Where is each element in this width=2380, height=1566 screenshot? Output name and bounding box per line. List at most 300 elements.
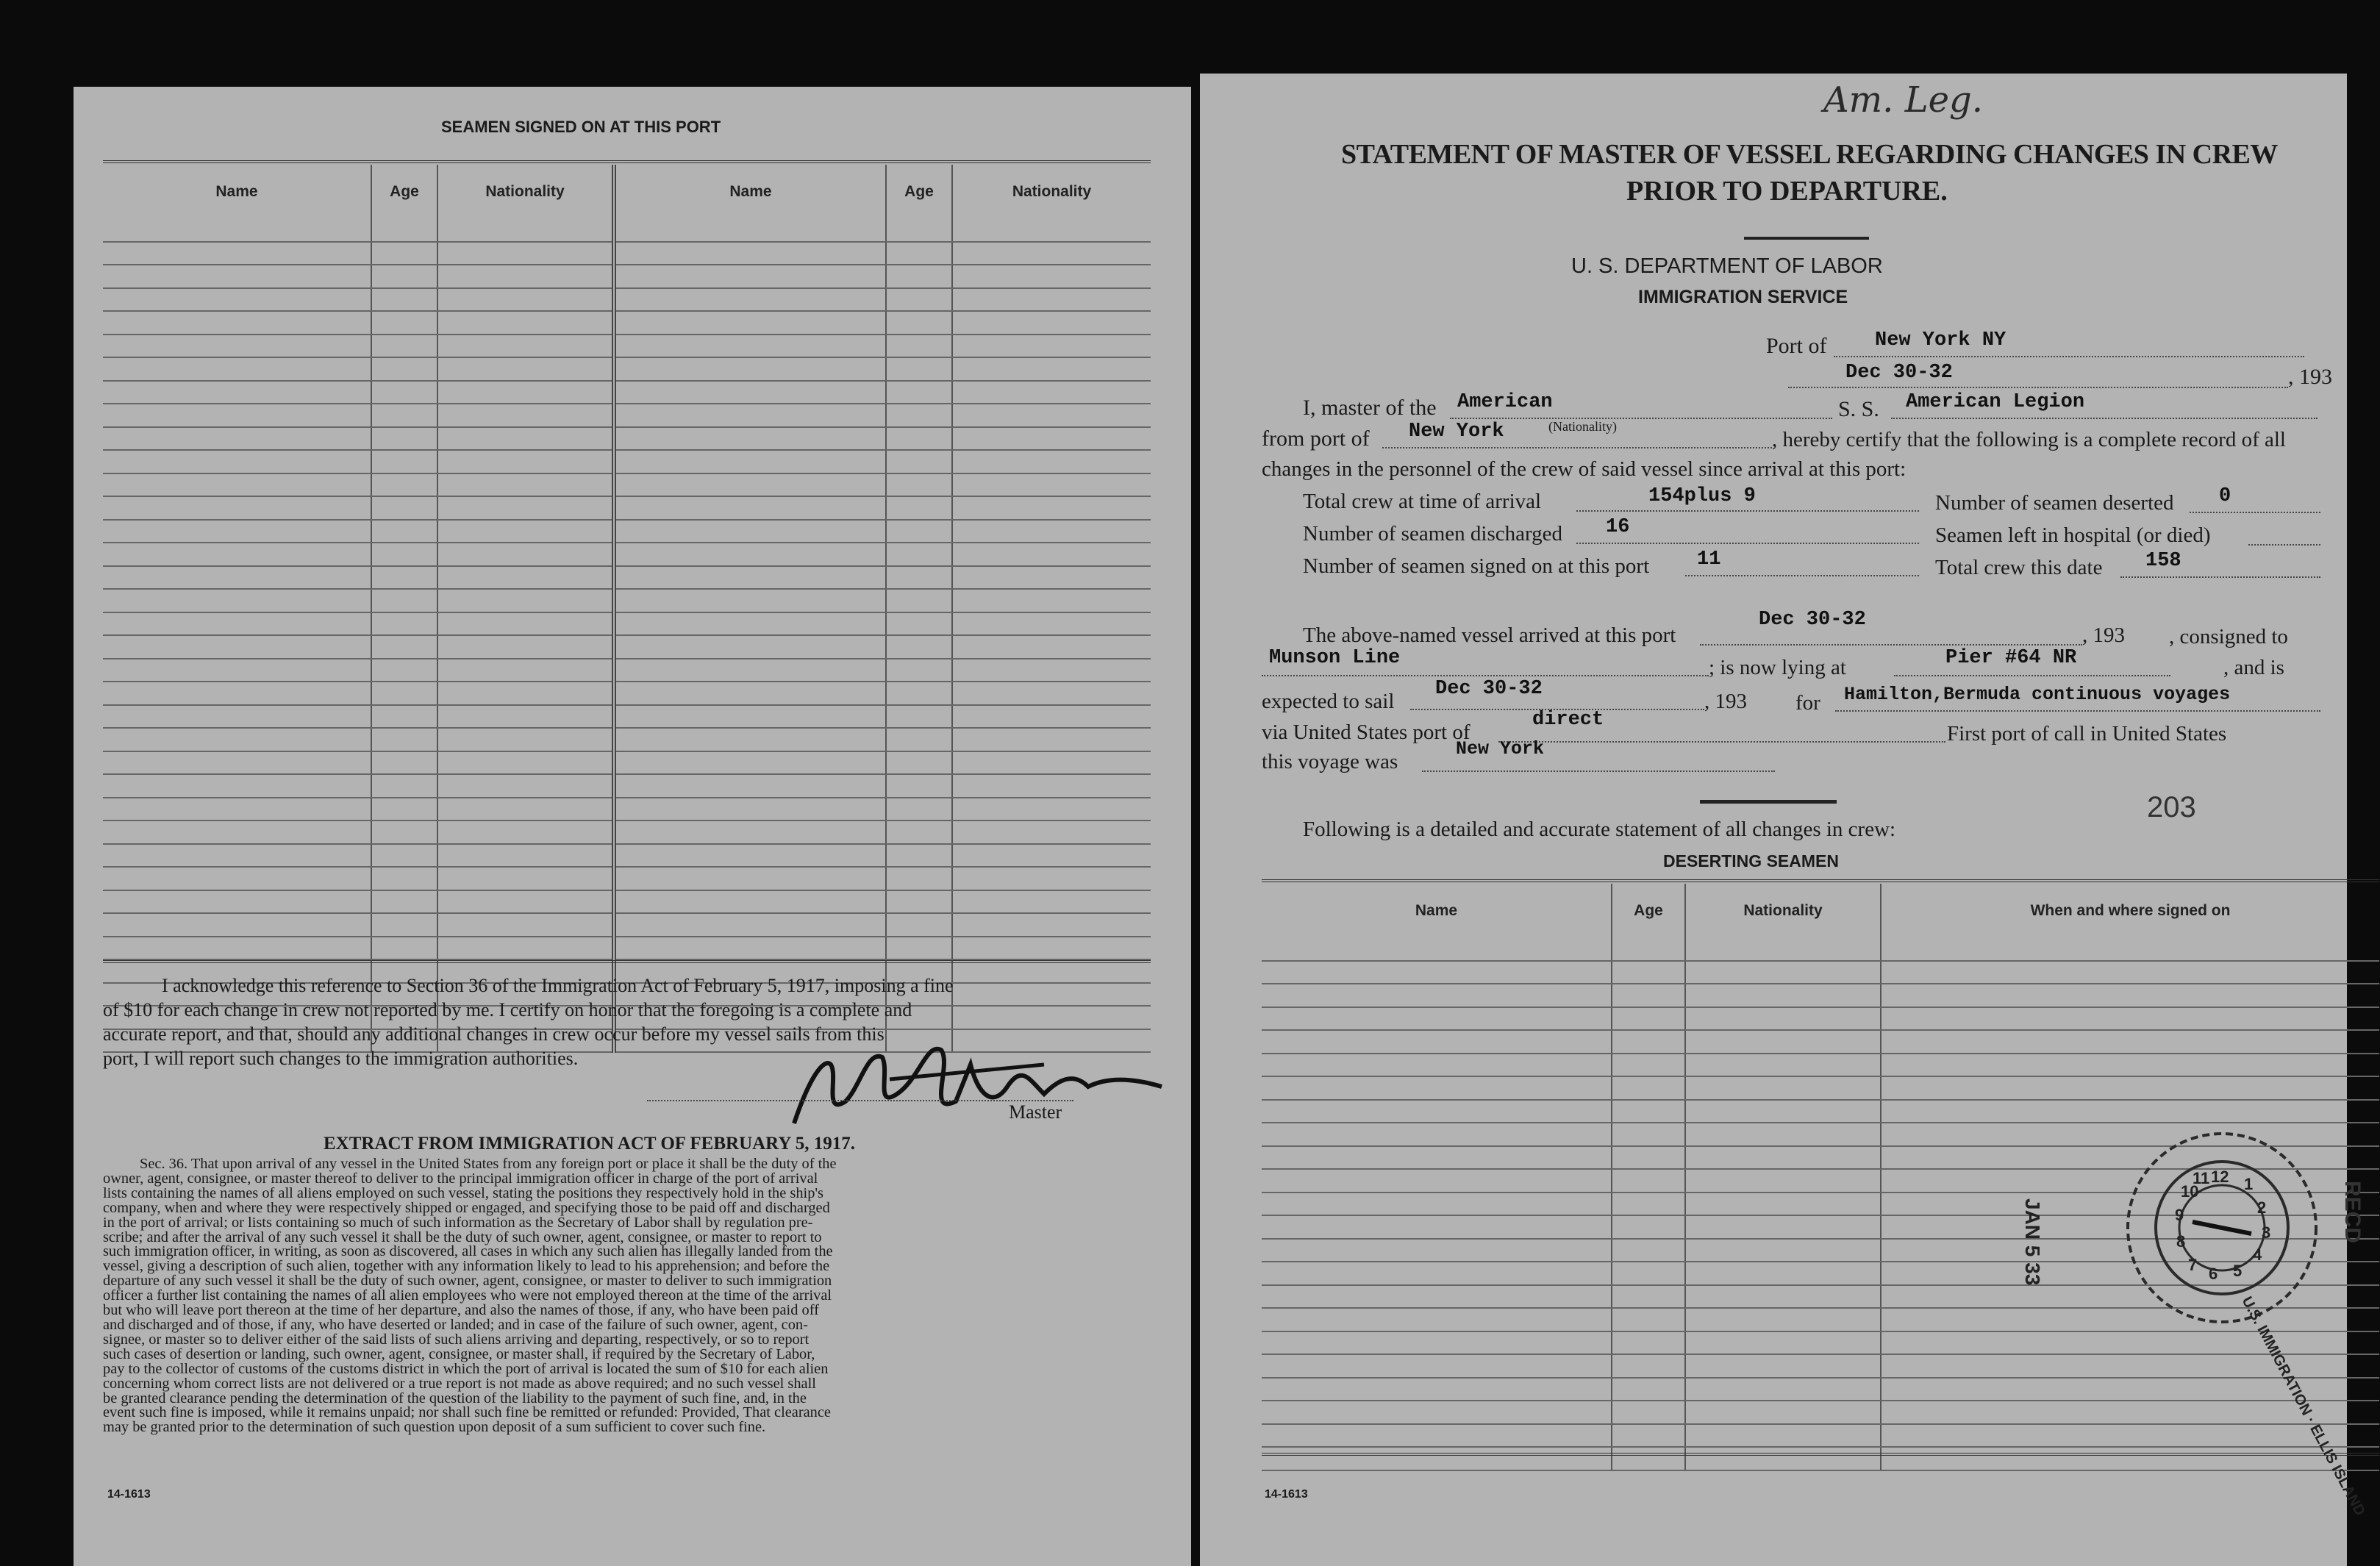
table-cell [1612, 1308, 1685, 1331]
table-cell [1612, 1123, 1685, 1146]
svg-text:11: 11 [2193, 1169, 2210, 1187]
table-cell [1685, 961, 1881, 984]
table-row [103, 404, 1151, 427]
table-cell [437, 566, 614, 590]
table-cell [437, 219, 614, 242]
extract-line: in the port of arrival; or lists containing so much of such information as the Secretary of Labor shall by regulation pre- [103, 1214, 813, 1231]
table-bottom-rule [103, 960, 1151, 963]
table-cell [103, 219, 371, 242]
consignee-value: Munson Line [1269, 647, 1401, 669]
table-cell [952, 728, 1151, 751]
deserting-bottom-rule [1262, 1453, 2379, 1456]
extract-line: signee, or master so to deliver either of the said lists of such aliens arriving and departing, respectively, or so to report [103, 1331, 810, 1348]
table-cell [437, 728, 614, 751]
table-cell [952, 890, 1151, 914]
statement-title-line1: STATEMENT OF MASTER OF VESSEL REGARDING CHANGES IN CREW [1341, 139, 2278, 170]
table-cell [952, 265, 1151, 288]
extract-line: lists containing the names of all aliens employed on such vessel, stating the positions they respectively hold in the ship's [103, 1184, 823, 1201]
extract-line: owner, agent, consignee, or master thereof to deliver to the principal immigration officer in charge of the port of arrival [103, 1170, 818, 1187]
table-cell [886, 219, 952, 242]
table-cell [1612, 1076, 1685, 1100]
table-cell [886, 427, 952, 451]
table-row [1262, 1054, 2379, 1077]
table-cell [952, 543, 1151, 566]
table-cell [371, 913, 437, 937]
table-cell [371, 751, 437, 775]
hospital-label: Seamen left in hospital (or died) [1935, 523, 2211, 547]
table-cell [1685, 1331, 1881, 1355]
seamen-signed-on-table [103, 165, 1151, 1053]
table-cell [1612, 1331, 1685, 1355]
table-cell [371, 890, 437, 914]
and-is-label: , and is [2223, 656, 2284, 679]
svg-text:7: 7 [2188, 1256, 2198, 1274]
column-header-when-where: When and where signed on [1881, 884, 2379, 938]
total-date-label: Total crew this date [1935, 556, 2103, 579]
table-row [1262, 1447, 2379, 1470]
table-cell [886, 682, 952, 705]
table-cell [952, 774, 1151, 798]
master-label: Master [1009, 1101, 1062, 1123]
table-row [1262, 1076, 2379, 1100]
table-cell [952, 311, 1151, 335]
table-cell [886, 357, 952, 381]
table-cell [103, 705, 371, 729]
following-text: Following is a detailed and accurate statement of all changes in crew: [1303, 818, 1896, 841]
table-cell [103, 820, 371, 844]
table-cell [952, 937, 1151, 960]
form-number: 14-1613 [107, 1488, 151, 1501]
table-row [1262, 938, 2379, 961]
table-cell [614, 774, 886, 798]
total-date-line [2120, 576, 2320, 578]
ack-line: of $10 for each change in crew not reported by me. I certify on honor that the foregoing is a complete and [103, 999, 912, 1020]
table-cell [1881, 938, 2379, 961]
table-row [103, 381, 1151, 404]
table-cell [371, 311, 437, 335]
extract-line: such cases of desertion or landing, such owner, agent, consignee, or master shall, if required by the Secretary of Labor, [103, 1345, 815, 1362]
table-cell [614, 820, 886, 844]
table-cell [952, 798, 1151, 821]
table-row [1262, 1354, 2379, 1378]
table-cell [614, 705, 886, 729]
table-cell [1685, 984, 1881, 1007]
table-cell [952, 381, 1151, 404]
table-cell [614, 335, 886, 358]
table-row [103, 937, 1151, 960]
table-cell [952, 589, 1151, 612]
department-name: U. S. DEPARTMENT OF LABOR [1571, 254, 1883, 278]
table-cell [952, 844, 1151, 868]
table-cell [103, 612, 371, 636]
table-cell [886, 635, 952, 659]
ack-line: port, I will report such changes to the immigration authorities. [103, 1048, 579, 1069]
table-cell [103, 335, 371, 358]
table-row [1262, 984, 2379, 1007]
table-cell [103, 867, 371, 890]
table-cell [886, 913, 952, 937]
table-cell [1612, 1215, 1685, 1239]
via-label: via United States port of [1262, 721, 1470, 744]
table-cell [1881, 1007, 2379, 1031]
via-line [1498, 741, 1945, 743]
table-cell [371, 496, 437, 520]
table-cell [371, 682, 437, 705]
svg-text:1: 1 [2244, 1175, 2254, 1193]
table-cell [371, 427, 437, 451]
page-number: 203 [2147, 791, 2196, 823]
table-cell [103, 751, 371, 775]
table-row [103, 242, 1151, 265]
total-crew-value: 154plus 9 [1648, 485, 1756, 507]
ss-label: S. S. [1838, 397, 1879, 421]
table-cell [103, 728, 371, 751]
table-cell [1685, 1262, 1881, 1285]
table-cell [952, 496, 1151, 520]
table-row [103, 867, 1151, 890]
right-page [1200, 74, 2368, 1566]
table-cell [614, 913, 886, 937]
table-cell [371, 335, 437, 358]
table-cell [952, 566, 1151, 590]
extract-line: be granted clearance pending the determination of the question of the liability to the payment of such fine, and, in the [103, 1390, 807, 1406]
table-cell [1262, 1123, 1612, 1146]
table-cell [371, 728, 437, 751]
from-port-label: from port of [1262, 426, 1370, 451]
arrived-year-label: , 193 [2082, 623, 2125, 647]
table-cell [103, 242, 371, 265]
column-header-nationality-2: Nationality [952, 165, 1151, 219]
table-row [103, 496, 1151, 520]
table-cell [103, 682, 371, 705]
table-cell [1262, 1378, 1612, 1401]
table-cell [1612, 1007, 1685, 1031]
ship-value: American Legion [1906, 391, 2085, 413]
table-cell [614, 728, 886, 751]
certify-text: , hereby certify that the following is a complete record of all [1772, 428, 2286, 451]
table-cell [1685, 1054, 1881, 1077]
table-cell [103, 566, 371, 590]
table-cell [1262, 1239, 1612, 1262]
table-cell [952, 705, 1151, 729]
table-cell [103, 265, 371, 288]
nationality-note: (Nationality) [1548, 419, 1617, 434]
table-cell [1612, 1100, 1685, 1123]
table-cell [371, 473, 437, 497]
table-row [103, 427, 1151, 451]
table-cell [1685, 1030, 1881, 1054]
table-cell [952, 219, 1151, 242]
table-cell [886, 311, 952, 335]
table-cell [952, 450, 1151, 473]
table-cell [952, 427, 1151, 451]
table-cell [1881, 984, 2379, 1007]
table-cell [103, 659, 371, 682]
table-row [103, 288, 1151, 312]
table-row [103, 798, 1151, 821]
table-cell [1685, 938, 1881, 961]
table-cell [1881, 1030, 2379, 1054]
table-cell [1612, 1447, 1685, 1470]
table-cell [1612, 1354, 1685, 1378]
table-cell [1612, 1169, 1685, 1193]
table-cell [103, 913, 371, 937]
consigned-label: , consigned to [2169, 625, 2288, 648]
svg-text:2: 2 [2257, 1198, 2267, 1217]
table-row [103, 728, 1151, 751]
table-row [103, 820, 1151, 844]
deserted-line [2190, 512, 2320, 513]
table-cell [103, 311, 371, 335]
table-cell [1881, 961, 2379, 984]
table-cell [1262, 1076, 1612, 1100]
table-cell [437, 774, 614, 798]
table-cell [1262, 1424, 1612, 1448]
statement-title-line2: PRIOR TO DEPARTURE. [1626, 176, 1948, 207]
table-cell [1612, 1285, 1685, 1309]
table-cell [614, 589, 886, 612]
table-cell [952, 635, 1151, 659]
extract-line: such immigration officer, in writing, as soon as discovered, all cases in which any such alien has illegally landed from the [103, 1243, 833, 1260]
table-cell [952, 913, 1151, 937]
table-cell [103, 381, 371, 404]
ack-line: I acknowledge this reference to Section 36 of the Immigration Act of February 5, 1917, imposing a fine [162, 975, 954, 996]
table-row [103, 589, 1151, 612]
table-cell [437, 705, 614, 729]
year-label: , 193 [2288, 365, 2332, 389]
table-row [103, 520, 1151, 543]
table-cell [103, 937, 371, 960]
table-cell [614, 311, 886, 335]
table-cell [1262, 1354, 1612, 1378]
table-cell [103, 496, 371, 520]
table-cell [103, 890, 371, 914]
table-row [103, 311, 1151, 335]
table-cell [1685, 1169, 1881, 1193]
extract-text [103, 1157, 1162, 1435]
consignee-line [1262, 675, 1709, 676]
from-port-line [1382, 447, 1772, 448]
table-cell [437, 357, 614, 381]
expected-value: Dec 30-32 [1435, 678, 1543, 700]
table-cell [952, 242, 1151, 265]
table-cell [371, 450, 437, 473]
extract-line: Sec. 36. That upon arrival of any vessel in the United States from any foreign port or place it shall be the duty of the [140, 1156, 837, 1172]
table-cell [614, 937, 886, 960]
expected-year-label: , 193 [1704, 690, 1747, 713]
column-header-name-2: Name [614, 165, 886, 219]
table-cell [437, 520, 614, 543]
date-value: Dec 30-32 [1845, 362, 1953, 384]
lying-value: Pier #64 NR [1945, 647, 2077, 669]
table-cell [1685, 1401, 1881, 1424]
table-cell [103, 404, 371, 427]
svg-text:8: 8 [2176, 1232, 2186, 1251]
table-cell [1685, 1076, 1881, 1100]
left-page [74, 87, 1191, 1566]
table-row [103, 705, 1151, 729]
table-cell [103, 589, 371, 612]
table-cell [1262, 1007, 1612, 1031]
table-cell [886, 496, 952, 520]
table-cell [1262, 1193, 1612, 1216]
table-cell [1685, 1378, 1881, 1401]
table-cell [1262, 1331, 1612, 1355]
port-label: Port of [1766, 334, 1827, 358]
table-cell [371, 381, 437, 404]
table-cell [371, 242, 437, 265]
deserted-label: Number of seamen deserted [1935, 491, 2174, 515]
table-cell [1612, 1239, 1685, 1262]
table-row [103, 450, 1151, 473]
table-row [103, 913, 1151, 937]
table-cell [952, 612, 1151, 636]
table-cell [1262, 1308, 1612, 1331]
table-cell [614, 682, 886, 705]
table-cell [1612, 1054, 1685, 1077]
table-cell [1881, 1076, 2379, 1100]
seamen-signed-on-title: SEAMEN SIGNED ON AT THIS PORT [441, 118, 721, 136]
table-cell [371, 844, 437, 868]
deserted-value: 0 [2219, 485, 2231, 507]
svg-text:12: 12 [2211, 1168, 2229, 1186]
extract-line: officer a further list containing the names of all alien employees who were not employed thereon at the time of the arrival [103, 1287, 832, 1304]
table-cell [437, 311, 614, 335]
table-cell [614, 798, 886, 821]
nationality-value: American [1457, 391, 1553, 413]
table-cell [614, 473, 886, 497]
table-row [103, 219, 1151, 242]
table-cell [886, 844, 952, 868]
table-cell [437, 288, 614, 312]
table-cell [886, 450, 952, 473]
table-cell [614, 381, 886, 404]
table-row [1262, 961, 2379, 984]
table-cell [952, 682, 1151, 705]
table-row [1262, 1424, 2379, 1448]
extract-line: may be granted prior to the determination of such question upon deposit of a sum sufficient to cover such fine. [103, 1419, 766, 1436]
table-cell [1685, 1239, 1881, 1262]
discharged-line [1576, 543, 1919, 544]
table-cell [371, 937, 437, 960]
table-cell [437, 937, 614, 960]
table-cell [437, 473, 614, 497]
table-cell [371, 867, 437, 890]
via-value: direct [1532, 709, 1604, 731]
table-cell [952, 520, 1151, 543]
table-row [103, 751, 1151, 775]
table-cell [1881, 1354, 2379, 1378]
table-cell [371, 543, 437, 566]
table-cell [614, 450, 886, 473]
table-cell [952, 357, 1151, 381]
table-cell [886, 473, 952, 497]
table-cell [1685, 1007, 1881, 1031]
total-crew-line [1576, 510, 1919, 512]
table-cell [1612, 1262, 1685, 1285]
table-row [1262, 1007, 2379, 1031]
table-row [103, 543, 1151, 566]
table-cell [371, 589, 437, 612]
table-cell [886, 867, 952, 890]
table-row [103, 357, 1151, 381]
table-cell [437, 335, 614, 358]
service-name: IMMIGRATION SERVICE [1638, 287, 1848, 307]
table-cell [437, 404, 614, 427]
table-cell [952, 335, 1151, 358]
extract-line: pay to the collector of customs of the customs district in which the port of arrival is located the sum of $10 for each alien [103, 1360, 829, 1377]
column-header-name: Name [1415, 902, 1458, 919]
deserting-seamen-title: DESERTING SEAMEN [1663, 851, 1839, 870]
table-cell [1685, 1285, 1881, 1309]
table-cell [614, 357, 886, 381]
ellis-island-received-stamp [2082, 1103, 2332, 1345]
from-port-value: New York [1409, 421, 1504, 443]
ship-line [1891, 418, 2318, 419]
table-row [103, 566, 1151, 590]
table-cell [1262, 1285, 1612, 1309]
table-cell [952, 751, 1151, 775]
table-cell [1685, 1193, 1881, 1216]
table-cell [437, 682, 614, 705]
extract-line: but who will leave port thereon at the time of her departure, and also the names of those, if any, who have been paid off [103, 1302, 819, 1319]
table-cell [886, 335, 952, 358]
table-cell [952, 659, 1151, 682]
signed-on-label: Number of seamen signed on at this port [1303, 554, 1650, 578]
table-cell [886, 890, 952, 914]
table-cell [1612, 1424, 1685, 1448]
table-cell [886, 612, 952, 636]
table-cell [614, 219, 886, 242]
lying-label: ; is now lying at [1709, 656, 1846, 679]
table-cell [1612, 961, 1685, 984]
table-cell [437, 844, 614, 868]
table-row [103, 612, 1151, 636]
column-header-nationality: Nationality [1685, 884, 1881, 938]
arrived-label: The above-named vessel arrived at this port [1303, 623, 1676, 647]
table-cell [614, 635, 886, 659]
discharged-label: Number of seamen discharged [1303, 522, 1562, 546]
table-cell [1685, 1123, 1881, 1146]
table-cell [103, 774, 371, 798]
table-cell [103, 520, 371, 543]
table-cell [437, 635, 614, 659]
table-row [103, 335, 1151, 358]
svg-text:3: 3 [2262, 1223, 2271, 1242]
table-cell [437, 381, 614, 404]
table-cell [614, 659, 886, 682]
table-cell [1262, 1447, 1612, 1470]
top-handwritten-note: Am. Leg. [1823, 79, 1983, 121]
table-row [103, 635, 1151, 659]
extract-line: company, when and where they were respectively shipped or engaged, and specifying those to be paid off and discharged [103, 1199, 830, 1216]
table-cell [952, 473, 1151, 497]
port-line [1834, 356, 2304, 357]
extract-line: event such fine is imposed, while it remains unpaid; nor shall such fine be remitted or refunded: Provided, That clearance [103, 1404, 831, 1421]
table-row [103, 682, 1151, 705]
extract-line: scribe; and after the arrival of any such vessel it shall be the duty of such owner, agent, consignee, or master to report to [103, 1229, 822, 1245]
master-signature [779, 1035, 1176, 1138]
table-cell [886, 659, 952, 682]
table-cell [952, 404, 1151, 427]
table-cell [1612, 1030, 1685, 1054]
arrived-value: Dec 30-32 [1759, 609, 1866, 631]
table-cell [1685, 1308, 1881, 1331]
table-cell [437, 798, 614, 821]
extract-line: vessel, giving a description of such alien, together with any information likely to lead to his apprehension; and before the [103, 1258, 830, 1275]
table-cell [1612, 1401, 1685, 1424]
table-row [103, 844, 1151, 868]
